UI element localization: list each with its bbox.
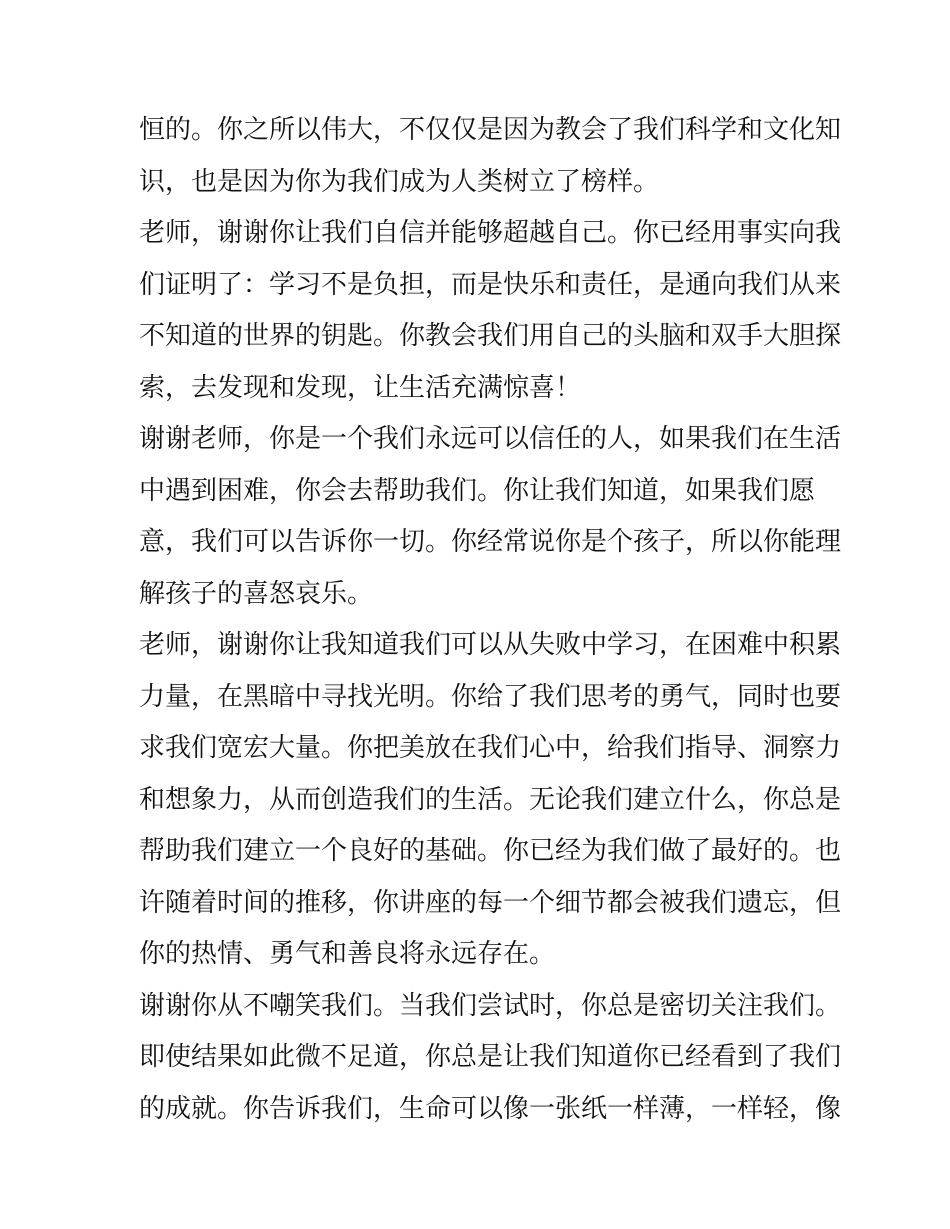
text-line: 识，也是因为你为我们成为人类树立了榜样。: [139, 166, 660, 197]
text-line: 不知道的世界的钥匙。你教会我们用自己的头脑和双手大胆探: [139, 321, 842, 351]
text-line: 许随着时间的推移，你讲座的每一个细节都会被我们遗忘，但: [139, 887, 842, 918]
text-line: 即使结果如此微不足道，你总是让我们知道你已经看到了我们: [139, 1042, 842, 1072]
text-line: 恒的。你之所以伟大，不仅仅是因为教会了我们科学和文化知: [139, 115, 842, 145]
text-line: 老师，谢谢你让我们自信并能够超越自己。你已经用事实向我: [139, 218, 842, 248]
text-line: 力量，在黑暗中寻找光明。你给了我们思考的勇气，同时也要: [139, 681, 842, 712]
text-line: 们证明了：学习不是负担，而是快乐和责任，是通向我们从来: [139, 269, 842, 300]
text-line: 帮助我们建立一个良好的基础。你已经为我们做了最好的。也: [139, 836, 842, 866]
text-line: 谢谢你从不嘲笑我们。当我们尝试时，你总是密切关注我们。: [139, 990, 842, 1021]
text-line: 解孩子的喜怒哀乐。: [139, 578, 374, 609]
text-line: 你的热情、勇气和善良将永远存在。: [139, 939, 556, 969]
text-line: 索，去发现和发现，让生活充满惊喜！: [139, 372, 582, 403]
text-line: 老师，谢谢你让我知道我们可以从失败中学习，在困难中积累: [139, 630, 842, 660]
text-line: 求我们宽宏大量。你把美放在我们心中，给我们指导、洞察力: [139, 733, 842, 763]
text-line: 意，我们可以告诉你一切。你经常说你是个孩子，所以你能理: [139, 527, 842, 557]
text-line: 和想象力，从而创造我们的生活。无论我们建立什么，你总是: [139, 784, 842, 815]
document-body: [139, 105, 842, 1135]
text-line: 的成就。你告诉我们，生命可以像一张纸一样薄，一样轻，像: [139, 1093, 842, 1124]
text-line: 谢谢老师，你是一个我们永远可以信任的人，如果我们在生活: [139, 424, 842, 454]
text-line: 中遇到困难，你会去帮助我们。你让我们知道，如果我们愿: [139, 475, 816, 506]
